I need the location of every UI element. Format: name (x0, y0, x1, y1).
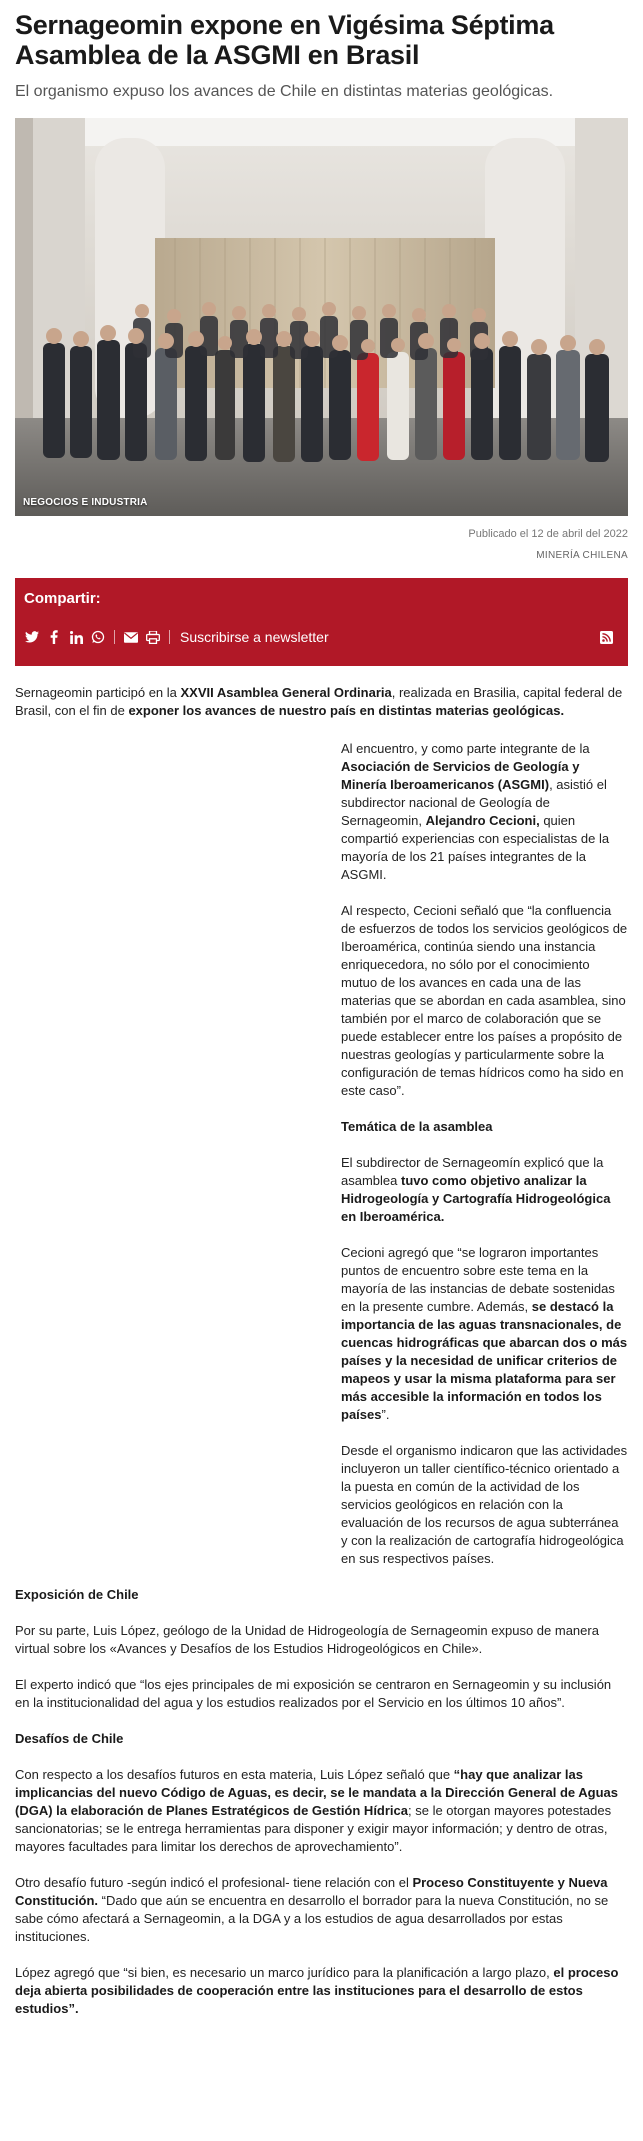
text-run: Otro desafío futuro -según indicó el profesional- tiene relación con el (15, 1875, 413, 1890)
mail-icon[interactable] (123, 629, 139, 645)
section-heading-exposicion: Exposición de Chile (15, 1587, 139, 1602)
section-heading-tematica: Temática de la asamblea (341, 1119, 493, 1134)
facebook-icon[interactable] (46, 629, 62, 645)
bold-text: “hay que analizar las implicancias del nuevo Código de Aguas, es decir, se le mandata a la Dirección General de Aguas (DGA) la elaboración de Planes Estratégicos de Gestión Hídrica (15, 1767, 619, 1818)
article-meta (15, 526, 628, 564)
text-run: El subdirector de Sernageomín explicó que la asamblea (341, 1155, 604, 1188)
text-run: quien compartió experiencias con especialistas de la mayoría de los 21 países integrantes de la ASGMI. (341, 813, 610, 882)
paragraph-acuerdos (341, 1244, 628, 1424)
text-run: ; se le otorgan mayores potestades sancionatorias; se le entrega herramientas para disponer y exigir mayor información; y dentro de otras, mayores facultades para limitar los derechos de aprovechamiento”. (15, 1803, 612, 1854)
published-date: Publicado el 12 de abril del 2022 (468, 528, 628, 540)
share-bar (15, 578, 628, 666)
newsletter-link[interactable]: Suscribirse a newsletter (180, 629, 329, 645)
bold-text: Alejandro Cecioni, (425, 813, 540, 828)
share-divider (114, 630, 115, 644)
paragraph-taller: Desde el organismo indicaron que las actividades incluyeron un taller científico-técnico orientado a la puesta en común de la actividad de los servicios geológicos en relación con la evaluación de los recursos de agua subterránea y con la realización de cartografía hidrogeológica en sus respectivos países. (341, 1443, 628, 1566)
print-icon[interactable] (145, 629, 161, 645)
text-run: , realizada en Brasilia, capital federal de Brasil, con el fin de (15, 685, 623, 718)
bold-text: XXVII Asamblea General Ordinaria (180, 685, 392, 700)
bold-text: se destacó la importancia de las aguas transnacionales, de cuencas hidrográficas que abarcan dos o más países y la necesidad de unificar criterios de mapeos y usar la misma plataforma para ser más accesible la información en todos los países (341, 1299, 628, 1422)
group-photo-image (15, 118, 628, 516)
bold-text: Asociación de Servicios de Geología y Minería Iberoamericanos (ASGMI) (341, 759, 580, 792)
paragraph-constitucion (15, 1874, 628, 1946)
text-run: Con respecto a los desafíos futuros en esta materia, Luis López señaló que (15, 1767, 454, 1782)
text-run: López agregó que “si bien, es necesario un marco jurídico para la planificación a largo plazo, (15, 1965, 554, 1980)
share-label: Compartir: (24, 590, 101, 607)
side-column (341, 740, 628, 1568)
paragraph-objetivo (341, 1154, 628, 1226)
text-run: “Dado que aún se encuentra en desarrollo el borrador para la nueva Constitución, no se sabe cómo afectará a Sernageomin, a la DGA y a los estudios de agua desarrollados por estas instituciones. (15, 1893, 609, 1944)
paragraph-asgmi (341, 740, 628, 884)
intro-paragraph (15, 684, 628, 720)
paragraph-lopez: Por su parte, Luis López, geólogo de la Unidad de Hidrogeología de Sernageomin expuso de manera virtual sobre los «Avances y Desafíos de los Estudios Hidrogeológicos en Chile». (15, 1623, 599, 1656)
paragraph-codigo-aguas (15, 1766, 628, 1856)
article-body (15, 684, 628, 2018)
section-heading-desafios: Desafíos de Chile (15, 1731, 124, 1746)
twitter-icon[interactable] (24, 629, 40, 645)
paragraph-cecioni-quote: Al respecto, Cecioni señaló que “la confluencia de esfuerzos de todos los servicios geológicos de Iberoamérica, continúa siendo una instancia enriquecedora, no sólo por el conocimiento mutuo de los avances en cada una de las materias que se abordan en cada asamblea, sino también por el marco de colaboración que se puede establecer entre los países a propósito de nuestras geologías y particularmente sobre la configuración de temas hídricos como ha sido en este caso”. (341, 903, 628, 1098)
paragraph-cooperacion (15, 1964, 628, 2018)
text-run: Cecioni agregó que “se lograron importantes puntos de encuentro sobre este tema en la mayoría de las instancias de debate sostenidas en la presente cumbre. Además, (341, 1245, 615, 1314)
text-run: Sernageomin participó en la (15, 685, 181, 700)
main-column (15, 1586, 628, 2018)
share-divider-2 (169, 630, 170, 644)
linkedin-icon[interactable] (68, 629, 84, 645)
text-run: Al encuentro, y como parte integrante de la (341, 741, 590, 756)
bold-text: el proceso deja abierta posibilidades de cooperación entre las instituciones para el desarrollo de estos estudios”. (15, 1965, 619, 2016)
bold-text: tuvo como objetivo analizar la Hidrogeología y Cartografía Hidrogeológica en Iberoamérica. (341, 1173, 611, 1224)
category-tag[interactable]: NEGOCIOS E INDUSTRIA (23, 497, 148, 508)
whatsapp-icon[interactable] (90, 629, 106, 645)
paragraph-ejes: El experto indicó que “los ejes principales de mi exposición se centraron en Sernageomin y su inclusión en la institucionalidad del agua y los estudios realizados por el Servicio en los últimos 10 años”. (15, 1677, 612, 1710)
bold-text: exponer los avances de nuestro país en distintas materias geológicas. (128, 703, 565, 718)
article-source: MINERÍA CHILENA (536, 550, 628, 561)
rss-icon[interactable] (598, 629, 614, 645)
text-run: , asistió el subdirector nacional de Geología de Sernageomin, (341, 777, 607, 828)
article-subtitle: El organismo expuso los avances de Chile en distintas materias geológicas. (15, 83, 554, 100)
article-title: Sernageomin expone en Vigésima Séptima Asamblea de la ASGMI en Brasil (15, 10, 554, 70)
text-run: ”. (381, 1407, 390, 1422)
article-photo (15, 118, 628, 516)
bold-text: Proceso Constituyente y Nueva Constitución. (15, 1875, 608, 1908)
share-icons-row (24, 627, 620, 647)
